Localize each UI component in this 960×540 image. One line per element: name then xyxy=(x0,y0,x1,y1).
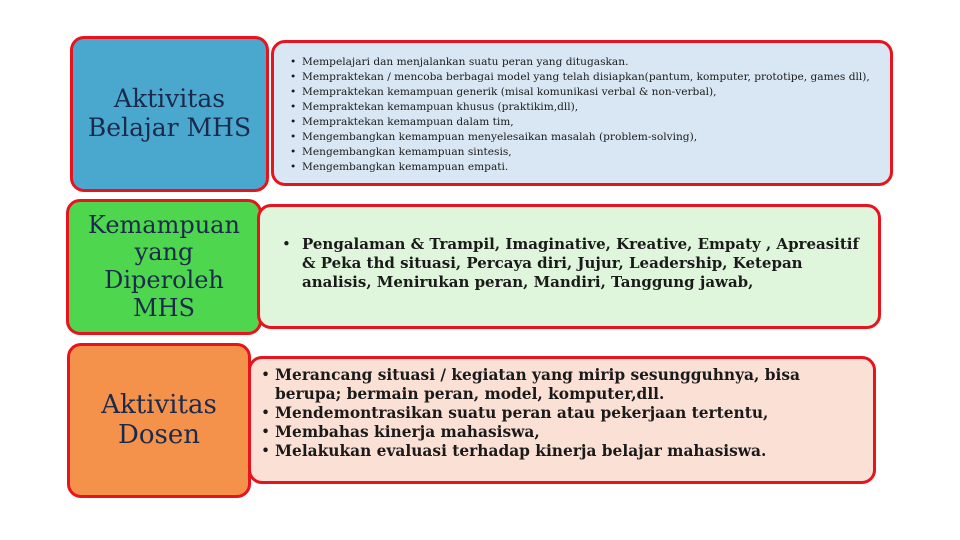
list-item: • Mengembangkan kemampuan sintesis, xyxy=(302,145,882,160)
label-line: Kemampuan xyxy=(88,210,240,239)
label-line: Aktivitas xyxy=(113,84,226,114)
list-item: • Pengalaman & Trampil, Imaginative, Kreative, Empaty , Apreasitif & Peka thd situasi, Percaya diri, Jujur, Leadership, Ketepan analisis, Menirukan peran, Mandiri, Tanggung jawab, xyxy=(282,235,868,292)
label-line: yang xyxy=(134,238,194,267)
content-aktivitas-belajar xyxy=(271,40,893,186)
list-item: • Mempraktekan kemampuan dalam tim, xyxy=(302,115,882,130)
list-item: • Mempraktekan kemampuan khusus (praktikim,dll), xyxy=(302,100,882,115)
label-line: Belajar MHS xyxy=(87,113,252,142)
content-aktivitas-dosen xyxy=(248,356,876,484)
label-line: Aktivitas xyxy=(101,389,217,420)
label-line: Diperoleh xyxy=(104,266,224,294)
list-item: • Melakukan evaluasi terhadap kinerja belajar mahasiswa. xyxy=(275,442,863,461)
content-kemampuan xyxy=(257,204,881,329)
list-item: • Merancang situasi / kegiatan yang mirip sesungguhnya, bisa berupa; bermain peran, model, komputer,dll. xyxy=(275,366,863,404)
label-aktivitas-dosen xyxy=(67,343,251,498)
list-item: • Mengembangkan kemampuan menyelesaikan masalah (problem-solving), xyxy=(302,130,882,145)
label-line: Dosen xyxy=(118,419,200,450)
list-item: • Mendemontrasikan suatu peran atau pekerjaan tertentu, xyxy=(275,404,863,423)
bullet-list xyxy=(302,55,882,175)
list-item: • Mempraktekan / mencoba berbagai model yang telah disiapkan(pantum, komputer, prototipe, games dll), xyxy=(302,70,882,85)
label-line: MHS xyxy=(133,293,195,322)
list-item: • Mengembangkan kemampuan empati. xyxy=(302,160,882,175)
label-kemampuan xyxy=(66,199,262,335)
list-item: • Mempraktekan kemampuan generik (misal komunikasi verbal & non-verbal), xyxy=(302,85,882,100)
list-item: • Mempelajari dan menjalankan suatu peran yang ditugaskan. xyxy=(302,55,882,70)
list-item: • Membahas kinerja mahasiswa, xyxy=(275,423,863,442)
bullet-list xyxy=(275,366,863,461)
label-aktivitas-belajar xyxy=(70,36,269,192)
bullet-list xyxy=(282,235,868,292)
